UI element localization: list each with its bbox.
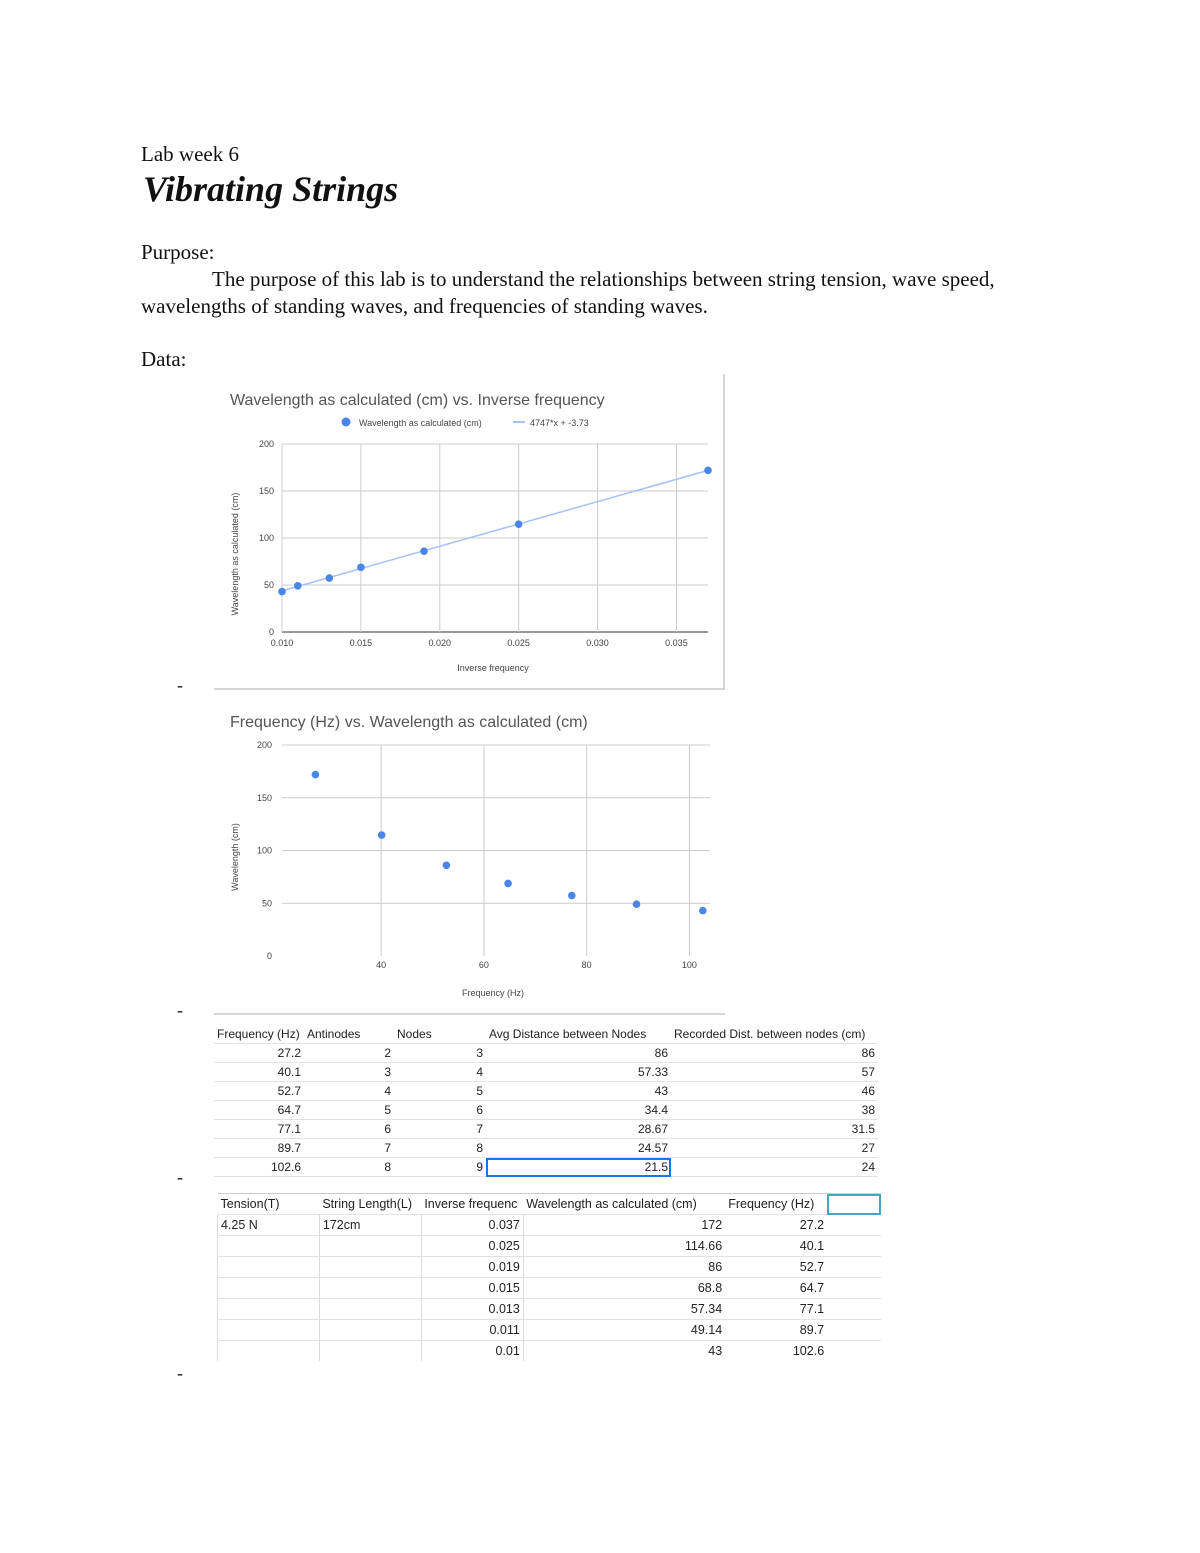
- table-cell: 57: [671, 1063, 878, 1082]
- table-cell: 0.025: [421, 1236, 523, 1257]
- chart-title: Wavelength as calculated (cm) vs. Inverse frequency: [230, 392, 605, 409]
- table-cell: 68.8: [523, 1278, 725, 1299]
- table-cell: 5: [394, 1082, 486, 1101]
- bullet-dash-1: -: [177, 675, 183, 695]
- chart-title: Frequency (Hz) vs. Wavelength as calculated (cm): [230, 714, 588, 731]
- table-cell: 64.7: [214, 1101, 304, 1120]
- data-point: [443, 861, 451, 869]
- table-cell: [319, 1278, 421, 1299]
- table-cell: [827, 1278, 881, 1299]
- table-cell: [319, 1320, 421, 1341]
- table-cell: 24.57: [486, 1139, 671, 1158]
- document-title: Vibrating Strings: [143, 169, 399, 209]
- table-cell: 43: [523, 1341, 725, 1362]
- table-cell: 0.037: [421, 1215, 523, 1236]
- data-point: [504, 880, 512, 888]
- lab-week-label: Lab week 6: [141, 142, 239, 166]
- table-header-row: [218, 1194, 882, 1215]
- table-cell: 8: [304, 1158, 394, 1177]
- header-cell: Nodes: [394, 1025, 486, 1044]
- table-cell: 9: [394, 1158, 486, 1177]
- header-cell: Tension(T): [218, 1194, 320, 1215]
- header-cell: Avg Distance between Nodes: [486, 1025, 671, 1044]
- table-cell: 34.4: [486, 1101, 671, 1120]
- table-cell: 5: [304, 1101, 394, 1120]
- table-cell: 46: [671, 1082, 878, 1101]
- frequency-vs-wavelength-chart: [214, 702, 726, 1017]
- data-point: [420, 547, 428, 555]
- y-tick-label: 50: [263, 580, 274, 590]
- table-cell: 6: [304, 1120, 394, 1139]
- table-cell: 40.1: [214, 1063, 304, 1082]
- table-cell: 27: [671, 1139, 878, 1158]
- header-cell: Inverse frequenc: [421, 1194, 523, 1215]
- table-row: [218, 1236, 882, 1257]
- y-tick-label: 0: [266, 951, 272, 961]
- table-row: [218, 1341, 882, 1362]
- x-tick-label: 0.030: [586, 638, 609, 648]
- table-cell: 102.6: [792, 1344, 825, 1358]
- table-cell: 0.015: [421, 1278, 523, 1299]
- header-cell: Wavelength as calculated (cm): [523, 1194, 725, 1215]
- table-cell: 52.7: [214, 1082, 304, 1101]
- y-axis-label: Wavelength as calculated (cm): [230, 492, 240, 616]
- table-cell: 64.7: [725, 1278, 827, 1299]
- table-cell: 86: [523, 1257, 725, 1278]
- table-row: [218, 1299, 882, 1320]
- table-cell: 77.1: [725, 1299, 827, 1320]
- table-row: [214, 1120, 878, 1139]
- table-cell: 4: [304, 1082, 394, 1101]
- bullet-dash-3: -: [177, 1167, 183, 1187]
- table-cell: 7: [304, 1139, 394, 1158]
- trendline: [282, 470, 708, 590]
- table-cell: 43: [486, 1082, 671, 1101]
- table-cell: [218, 1236, 320, 1257]
- table-cell: [827, 1299, 881, 1320]
- selected-empty-cell[interactable]: [827, 1194, 881, 1215]
- table-cell: 89.7: [725, 1320, 827, 1341]
- selected-cell[interactable]: 21.5: [486, 1158, 671, 1177]
- table-row: [218, 1320, 882, 1341]
- data-point: [633, 900, 641, 908]
- y-tick-label: 150: [258, 486, 274, 496]
- table-cell: [218, 1320, 320, 1341]
- x-tick-label: 0.035: [665, 638, 688, 648]
- table-cell: [319, 1299, 421, 1320]
- table-row: [214, 1082, 878, 1101]
- header-cell: Antinodes: [304, 1025, 394, 1044]
- wavelength-vs-inverse-frequency-chart: [214, 374, 726, 692]
- bullet-dash-4: -: [177, 1363, 183, 1383]
- y-tick-label: 0: [268, 627, 274, 637]
- table-cell: 2: [304, 1044, 394, 1063]
- table-row: [218, 1257, 882, 1278]
- table-cell: 89.7: [214, 1139, 304, 1158]
- header-cell: Recorded Dist. between nodes (cm): [671, 1025, 878, 1044]
- table-cell: 0.013: [421, 1299, 523, 1320]
- table-cell: [827, 1236, 881, 1257]
- table-cell: 114.66: [523, 1236, 725, 1257]
- table-cell: 86: [671, 1044, 878, 1063]
- table-row: [218, 1278, 882, 1299]
- table-cell: 77.1: [214, 1120, 304, 1139]
- tension-data-table: [217, 1193, 881, 1361]
- table-row: [214, 1063, 878, 1082]
- table-cell: 31.5: [671, 1120, 878, 1139]
- table-cell: 57.33: [486, 1063, 671, 1082]
- y-tick-label: 50: [261, 898, 272, 909]
- legend-label-points: Wavelength as calculated (cm): [359, 418, 482, 428]
- table-cell: [827, 1215, 881, 1236]
- table-cell: 0.019: [421, 1257, 523, 1278]
- purpose-heading: Purpose:: [141, 240, 215, 264]
- table-cell: [218, 1257, 320, 1278]
- data-point: [378, 831, 386, 839]
- x-tick-label: 0.010: [270, 638, 294, 648]
- y-tick-label: 200: [258, 439, 274, 449]
- data-point: [278, 588, 286, 596]
- table-cell: [827, 1341, 881, 1362]
- table-cell: [319, 1257, 421, 1278]
- x-axis-label: Frequency (Hz): [461, 988, 525, 998]
- y-tick-label: 200: [256, 740, 272, 750]
- table-cell: 24: [671, 1158, 878, 1177]
- table-header-row: [214, 1025, 878, 1044]
- table-cell: 172cm: [319, 1215, 421, 1236]
- table-cell: [319, 1236, 421, 1257]
- bullet-dash-2: -: [177, 1000, 183, 1020]
- table-cell: 8: [394, 1139, 486, 1158]
- data-point: [294, 582, 302, 590]
- data-point: [326, 574, 334, 582]
- data-point: [699, 907, 707, 915]
- x-tick-label: 40: [376, 960, 387, 970]
- data-point: [704, 467, 712, 475]
- data-heading: Data:: [141, 347, 187, 371]
- table-cell: 38: [671, 1101, 878, 1120]
- x-tick-label: 0.025: [507, 638, 530, 648]
- x-tick-label: 100: [681, 960, 697, 970]
- nodes-data-table: [214, 1025, 878, 1177]
- table-cell: 4: [394, 1063, 486, 1082]
- header-cell: Frequency (Hz): [725, 1194, 827, 1215]
- table-cell: 52.7: [725, 1257, 827, 1278]
- table-cell: 49.14: [523, 1320, 725, 1341]
- table-cell: 102.6: [214, 1158, 304, 1177]
- table-cell: 6: [394, 1101, 486, 1120]
- table-row: [218, 1215, 882, 1236]
- y-tick-label: 150: [256, 792, 272, 803]
- data-point: [312, 771, 320, 779]
- table-cell: 7: [394, 1120, 486, 1139]
- table-cell: 28.67: [486, 1120, 671, 1139]
- x-tick-label: 60: [478, 960, 489, 970]
- table-cell: [218, 1278, 320, 1299]
- data-point: [568, 892, 576, 900]
- table-cell: 0.011: [421, 1320, 523, 1341]
- table-row: [214, 1139, 878, 1158]
- table-cell: 57.34: [523, 1299, 725, 1320]
- x-axis-label: Inverse frequency: [457, 663, 529, 673]
- table-cell: 86: [486, 1044, 671, 1063]
- table-cell: 3: [394, 1044, 486, 1063]
- header-cell: Frequency (Hz): [214, 1025, 304, 1044]
- purpose-paragraph: The purpose of this lab is to understand the relationships between string tension, wave speed, wavelengths of standing waves, and frequencies of standing waves.: [141, 267, 995, 318]
- table-cell: [827, 1320, 881, 1341]
- y-tick-label: 100: [256, 845, 272, 856]
- table-cell: 3: [304, 1063, 394, 1082]
- table-row: [214, 1158, 878, 1177]
- legend-marker-points: [342, 418, 351, 427]
- table-cell: [218, 1341, 320, 1362]
- table-cell: 0.01: [421, 1341, 523, 1362]
- table-cell: 27.2: [214, 1044, 304, 1063]
- x-tick-label: 0.020: [428, 638, 452, 648]
- table-cell: 40.1: [725, 1236, 827, 1257]
- table-cell: 172: [523, 1215, 725, 1236]
- table-cell: [827, 1257, 881, 1278]
- data-point: [357, 564, 365, 572]
- header-cell: String Length(L): [319, 1194, 421, 1215]
- y-tick-label: 100: [258, 533, 274, 543]
- data-point: [515, 520, 523, 528]
- table-row: [214, 1101, 878, 1120]
- legend-label-trendline: 4747*x + -3.73: [530, 418, 589, 428]
- table-cell: 4.25 N: [218, 1215, 320, 1236]
- table-cell: 27.2: [725, 1215, 827, 1236]
- table-row: [214, 1044, 878, 1063]
- x-tick-label: 80: [581, 960, 592, 970]
- table-cell: [218, 1299, 320, 1320]
- table-cell: [319, 1341, 421, 1362]
- x-tick-label: 0.015: [349, 638, 373, 648]
- y-axis-label: Wavelength (cm): [230, 823, 240, 891]
